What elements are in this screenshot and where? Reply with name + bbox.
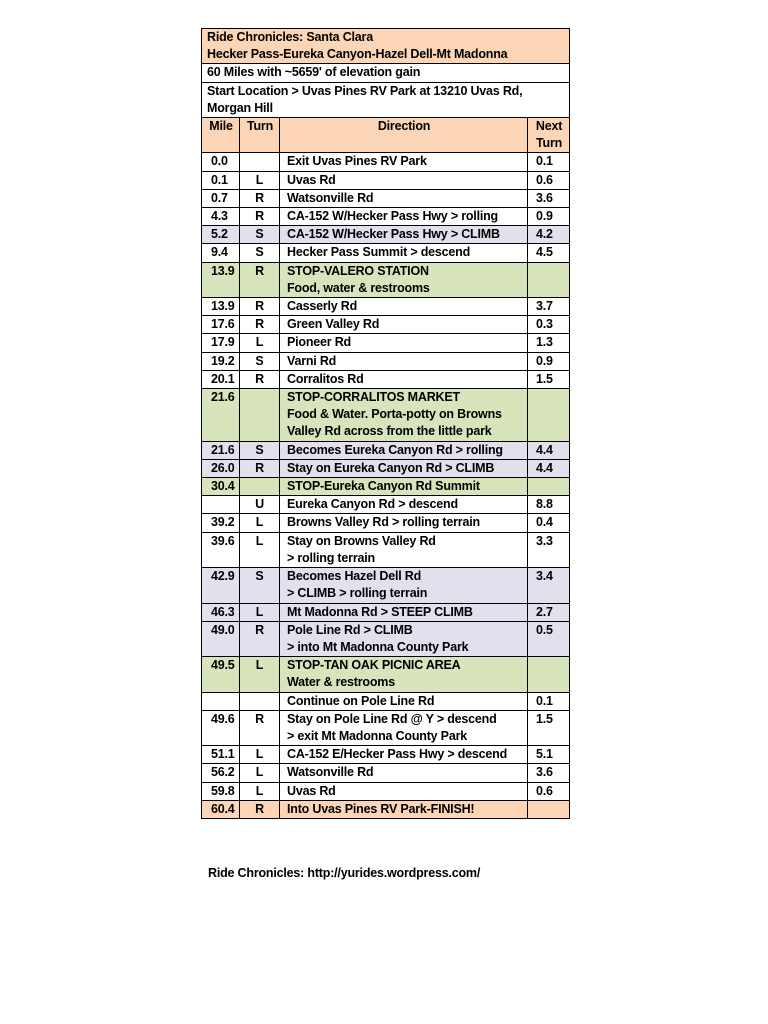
next-turn-cell: 0.1 bbox=[528, 692, 570, 710]
cue-row bbox=[202, 441, 570, 459]
turn-cell: S bbox=[240, 226, 280, 244]
next-turn-cell: 0.5 bbox=[528, 621, 570, 656]
turn-cell: R bbox=[240, 189, 280, 207]
direction-cell bbox=[280, 389, 528, 442]
title-row bbox=[202, 29, 570, 64]
mile-cell: 39.2 bbox=[202, 514, 240, 532]
cue-row bbox=[202, 800, 570, 818]
direction-cell bbox=[280, 226, 528, 244]
cue-row bbox=[202, 657, 570, 692]
direction-cell bbox=[280, 262, 528, 297]
direction-cell bbox=[280, 171, 528, 189]
cue-row bbox=[202, 532, 570, 567]
cue-row bbox=[202, 189, 570, 207]
mile-cell bbox=[202, 496, 240, 514]
cue-row bbox=[202, 208, 570, 226]
direction-cell bbox=[280, 496, 528, 514]
next-turn-header-line: Next bbox=[535, 119, 563, 134]
direction-cell bbox=[280, 710, 528, 745]
next-turn-header bbox=[528, 118, 570, 153]
mile-cell: 26.0 bbox=[202, 459, 240, 477]
turn-cell bbox=[240, 153, 280, 171]
direction-cell bbox=[280, 334, 528, 352]
summary-row bbox=[202, 64, 570, 82]
direction-line: Exit Uvas Pines RV Park bbox=[287, 154, 427, 169]
next-turn-cell: 1.5 bbox=[528, 370, 570, 388]
mile-cell: 49.6 bbox=[202, 710, 240, 745]
turn-header: Turn bbox=[240, 118, 280, 153]
next-turn-cell: 4.2 bbox=[528, 226, 570, 244]
mile-cell: 21.6 bbox=[202, 389, 240, 442]
title-cell bbox=[202, 29, 570, 64]
direction-line: Into Uvas Pines RV Park-FINISH! bbox=[287, 801, 475, 816]
cue-row bbox=[202, 603, 570, 621]
start-location-cell bbox=[202, 82, 570, 117]
turn-cell: L bbox=[240, 603, 280, 621]
turn-cell: U bbox=[240, 496, 280, 514]
next-turn-cell: 0.1 bbox=[528, 153, 570, 171]
mile-cell: 13.9 bbox=[202, 298, 240, 316]
direction-line: > CLIMB > rolling terrain bbox=[287, 586, 428, 601]
direction-cell bbox=[280, 298, 528, 316]
cue-row bbox=[202, 226, 570, 244]
direction-line: STOP-VALERO STATION bbox=[287, 263, 429, 278]
turn-cell: L bbox=[240, 171, 280, 189]
next-turn-cell: 4.4 bbox=[528, 441, 570, 459]
mile-cell: 4.3 bbox=[202, 208, 240, 226]
turn-cell bbox=[240, 692, 280, 710]
next-turn-cell bbox=[528, 389, 570, 442]
cue-row bbox=[202, 298, 570, 316]
turn-cell: L bbox=[240, 657, 280, 692]
mile-cell: 20.1 bbox=[202, 370, 240, 388]
cue-row bbox=[202, 153, 570, 171]
mile-header: Mile bbox=[202, 118, 240, 153]
turn-cell: R bbox=[240, 459, 280, 477]
direction-cell bbox=[280, 478, 528, 496]
start-location-line: Morgan Hill bbox=[207, 100, 273, 115]
cue-row bbox=[202, 334, 570, 352]
direction-line: STOP-CORRALITOS MARKET bbox=[287, 390, 460, 405]
direction-cell bbox=[280, 189, 528, 207]
turn-cell: L bbox=[240, 514, 280, 532]
turn-cell: S bbox=[240, 352, 280, 370]
ride-summary: 60 Miles with ~5659' of elevation gain bbox=[202, 64, 570, 82]
direction-cell bbox=[280, 603, 528, 621]
direction-line: STOP-TAN OAK PICNIC AREA bbox=[287, 658, 461, 673]
direction-line: Watsonville Rd bbox=[287, 765, 374, 780]
next-turn-cell: 0.9 bbox=[528, 352, 570, 370]
next-turn-cell: 5.1 bbox=[528, 746, 570, 764]
mile-cell: 30.4 bbox=[202, 478, 240, 496]
mile-cell: 42.9 bbox=[202, 568, 240, 603]
direction-line: Becomes Hazel Dell Rd bbox=[287, 569, 422, 584]
next-turn-cell: 8.8 bbox=[528, 496, 570, 514]
cue-row bbox=[202, 692, 570, 710]
cue-row bbox=[202, 496, 570, 514]
direction-cell bbox=[280, 370, 528, 388]
next-turn-cell bbox=[528, 262, 570, 297]
cue-row bbox=[202, 459, 570, 477]
column-header-row bbox=[202, 118, 570, 153]
mile-cell: 5.2 bbox=[202, 226, 240, 244]
mile-cell: 46.3 bbox=[202, 603, 240, 621]
next-turn-cell: 0.3 bbox=[528, 316, 570, 334]
cue-row bbox=[202, 262, 570, 297]
mile-cell: 0.1 bbox=[202, 171, 240, 189]
direction-line: Food, water & restrooms bbox=[287, 280, 430, 295]
turn-cell: L bbox=[240, 782, 280, 800]
direction-line: Varni Rd bbox=[287, 353, 337, 368]
direction-cell bbox=[280, 244, 528, 262]
mile-cell: 56.2 bbox=[202, 764, 240, 782]
turn-cell: R bbox=[240, 316, 280, 334]
start-location-line: Start Location > Uvas Pines RV Park at 13210 Uvas Rd, bbox=[207, 83, 523, 98]
turn-cell: S bbox=[240, 441, 280, 459]
direction-line: Hecker Pass Summit > descend bbox=[287, 245, 471, 260]
turn-cell bbox=[240, 478, 280, 496]
direction-cell bbox=[280, 764, 528, 782]
direction-cell bbox=[280, 352, 528, 370]
mile-cell: 0.0 bbox=[202, 153, 240, 171]
next-turn-cell: 2.7 bbox=[528, 603, 570, 621]
cue-row bbox=[202, 710, 570, 745]
cue-row bbox=[202, 244, 570, 262]
direction-line: Continue on Pole Line Rd bbox=[287, 693, 435, 708]
route-title: Hecker Pass-Eureka Canyon-Hazel Dell-Mt Madonna bbox=[207, 47, 508, 62]
next-turn-header-line: Turn bbox=[536, 136, 563, 151]
direction-line: Casserly Rd bbox=[287, 299, 358, 314]
direction-cell bbox=[280, 153, 528, 171]
next-turn-cell: 0.4 bbox=[528, 514, 570, 532]
direction-line: Browns Valley Rd > rolling terrain bbox=[287, 515, 480, 530]
direction-cell bbox=[280, 692, 528, 710]
mile-cell: 17.9 bbox=[202, 334, 240, 352]
direction-cell bbox=[280, 459, 528, 477]
turn-cell: L bbox=[240, 746, 280, 764]
direction-cell bbox=[280, 782, 528, 800]
direction-cell bbox=[280, 514, 528, 532]
turn-cell: L bbox=[240, 532, 280, 567]
next-turn-cell: 0.9 bbox=[528, 208, 570, 226]
cue-row bbox=[202, 171, 570, 189]
turn-cell: R bbox=[240, 621, 280, 656]
turn-cell: R bbox=[240, 262, 280, 297]
direction-cell bbox=[280, 800, 528, 818]
turn-cell: R bbox=[240, 298, 280, 316]
direction-line: Uvas Rd bbox=[287, 783, 336, 798]
direction-line: Stay on Browns Valley Rd bbox=[287, 533, 436, 548]
cue-row bbox=[202, 568, 570, 603]
direction-line: CA-152 W/Hecker Pass Hwy > rolling bbox=[287, 209, 498, 224]
mile-cell: 19.2 bbox=[202, 352, 240, 370]
direction-line: STOP-Eureka Canyon Rd Summit bbox=[287, 479, 480, 494]
direction-line: Watsonville Rd bbox=[287, 190, 374, 205]
next-turn-cell: 3.6 bbox=[528, 189, 570, 207]
turn-cell: R bbox=[240, 208, 280, 226]
next-turn-cell bbox=[528, 478, 570, 496]
direction-line: Pole Line Rd > CLIMB bbox=[287, 622, 413, 637]
start-location-row bbox=[202, 82, 570, 117]
direction-line: Stay on Eureka Canyon Rd > CLIMB bbox=[287, 460, 495, 475]
mile-cell: 0.7 bbox=[202, 189, 240, 207]
turn-cell: R bbox=[240, 370, 280, 388]
cue-row bbox=[202, 764, 570, 782]
cue-row bbox=[202, 352, 570, 370]
direction-line: Water & restrooms bbox=[287, 675, 395, 690]
direction-line: Food & Water. Porta-potty on Browns bbox=[287, 407, 502, 422]
direction-line: Green Valley Rd bbox=[287, 317, 380, 332]
direction-cell bbox=[280, 532, 528, 567]
next-turn-cell bbox=[528, 800, 570, 818]
next-turn-cell: 3.7 bbox=[528, 298, 570, 316]
next-turn-cell: 3.4 bbox=[528, 568, 570, 603]
direction-cell bbox=[280, 657, 528, 692]
cue-row bbox=[202, 621, 570, 656]
next-turn-cell: 3.6 bbox=[528, 764, 570, 782]
cue-row bbox=[202, 316, 570, 334]
mile-cell bbox=[202, 692, 240, 710]
cue-row bbox=[202, 746, 570, 764]
next-turn-cell: 4.5 bbox=[528, 244, 570, 262]
direction-line: Pioneer Rd bbox=[287, 335, 351, 350]
turn-cell: L bbox=[240, 334, 280, 352]
direction-line: > exit Mt Madonna County Park bbox=[287, 728, 467, 743]
turn-cell bbox=[240, 389, 280, 442]
next-turn-cell bbox=[528, 657, 570, 692]
direction-line: Corralitos Rd bbox=[287, 371, 364, 386]
mile-cell: 49.0 bbox=[202, 621, 240, 656]
turn-cell: S bbox=[240, 244, 280, 262]
next-turn-cell: 3.3 bbox=[528, 532, 570, 567]
direction-cell bbox=[280, 441, 528, 459]
cue-row bbox=[202, 514, 570, 532]
direction-line: > into Mt Madonna County Park bbox=[287, 639, 469, 654]
mile-cell: 51.1 bbox=[202, 746, 240, 764]
cue-row bbox=[202, 389, 570, 442]
direction-header: Direction bbox=[280, 118, 528, 153]
mile-cell: 39.6 bbox=[202, 532, 240, 567]
direction-line: CA-152 W/Hecker Pass Hwy > CLIMB bbox=[287, 227, 500, 242]
direction-line: Becomes Eureka Canyon Rd > rolling bbox=[287, 442, 503, 457]
mile-cell: 60.4 bbox=[202, 800, 240, 818]
direction-line: Mt Madonna Rd > STEEP CLIMB bbox=[287, 604, 473, 619]
turn-cell: L bbox=[240, 764, 280, 782]
footer-credit: Ride Chronicles: http://yurides.wordpress.com/ bbox=[208, 866, 481, 880]
direction-line: Uvas Rd bbox=[287, 172, 336, 187]
next-turn-cell: 0.6 bbox=[528, 171, 570, 189]
direction-cell bbox=[280, 316, 528, 334]
mile-cell: 13.9 bbox=[202, 262, 240, 297]
mile-cell: 59.8 bbox=[202, 782, 240, 800]
cue-sheet-table bbox=[201, 28, 570, 819]
direction-cell bbox=[280, 208, 528, 226]
mile-cell: 21.6 bbox=[202, 441, 240, 459]
cue-sheet-body bbox=[202, 29, 570, 819]
direction-line: Stay on Pole Line Rd @ Y > descend bbox=[287, 711, 497, 726]
direction-line: Valley Rd across from the little park bbox=[287, 424, 492, 439]
direction-cell bbox=[280, 568, 528, 603]
mile-cell: 49.5 bbox=[202, 657, 240, 692]
cue-row bbox=[202, 370, 570, 388]
next-turn-cell: 4.4 bbox=[528, 459, 570, 477]
turn-cell: R bbox=[240, 710, 280, 745]
cue-row bbox=[202, 782, 570, 800]
cue-row bbox=[202, 478, 570, 496]
mile-cell: 9.4 bbox=[202, 244, 240, 262]
direction-line: CA-152 E/Hecker Pass Hwy > descend bbox=[287, 747, 508, 762]
ride-title: Ride Chronicles: Santa Clara bbox=[207, 30, 373, 44]
direction-line: > rolling terrain bbox=[287, 550, 375, 565]
direction-line: Eureka Canyon Rd > descend bbox=[287, 497, 458, 512]
direction-cell bbox=[280, 746, 528, 764]
direction-cell bbox=[280, 621, 528, 656]
turn-cell: S bbox=[240, 568, 280, 603]
next-turn-cell: 1.5 bbox=[528, 710, 570, 745]
next-turn-cell: 0.6 bbox=[528, 782, 570, 800]
turn-cell: R bbox=[240, 800, 280, 818]
mile-cell: 17.6 bbox=[202, 316, 240, 334]
next-turn-cell: 1.3 bbox=[528, 334, 570, 352]
